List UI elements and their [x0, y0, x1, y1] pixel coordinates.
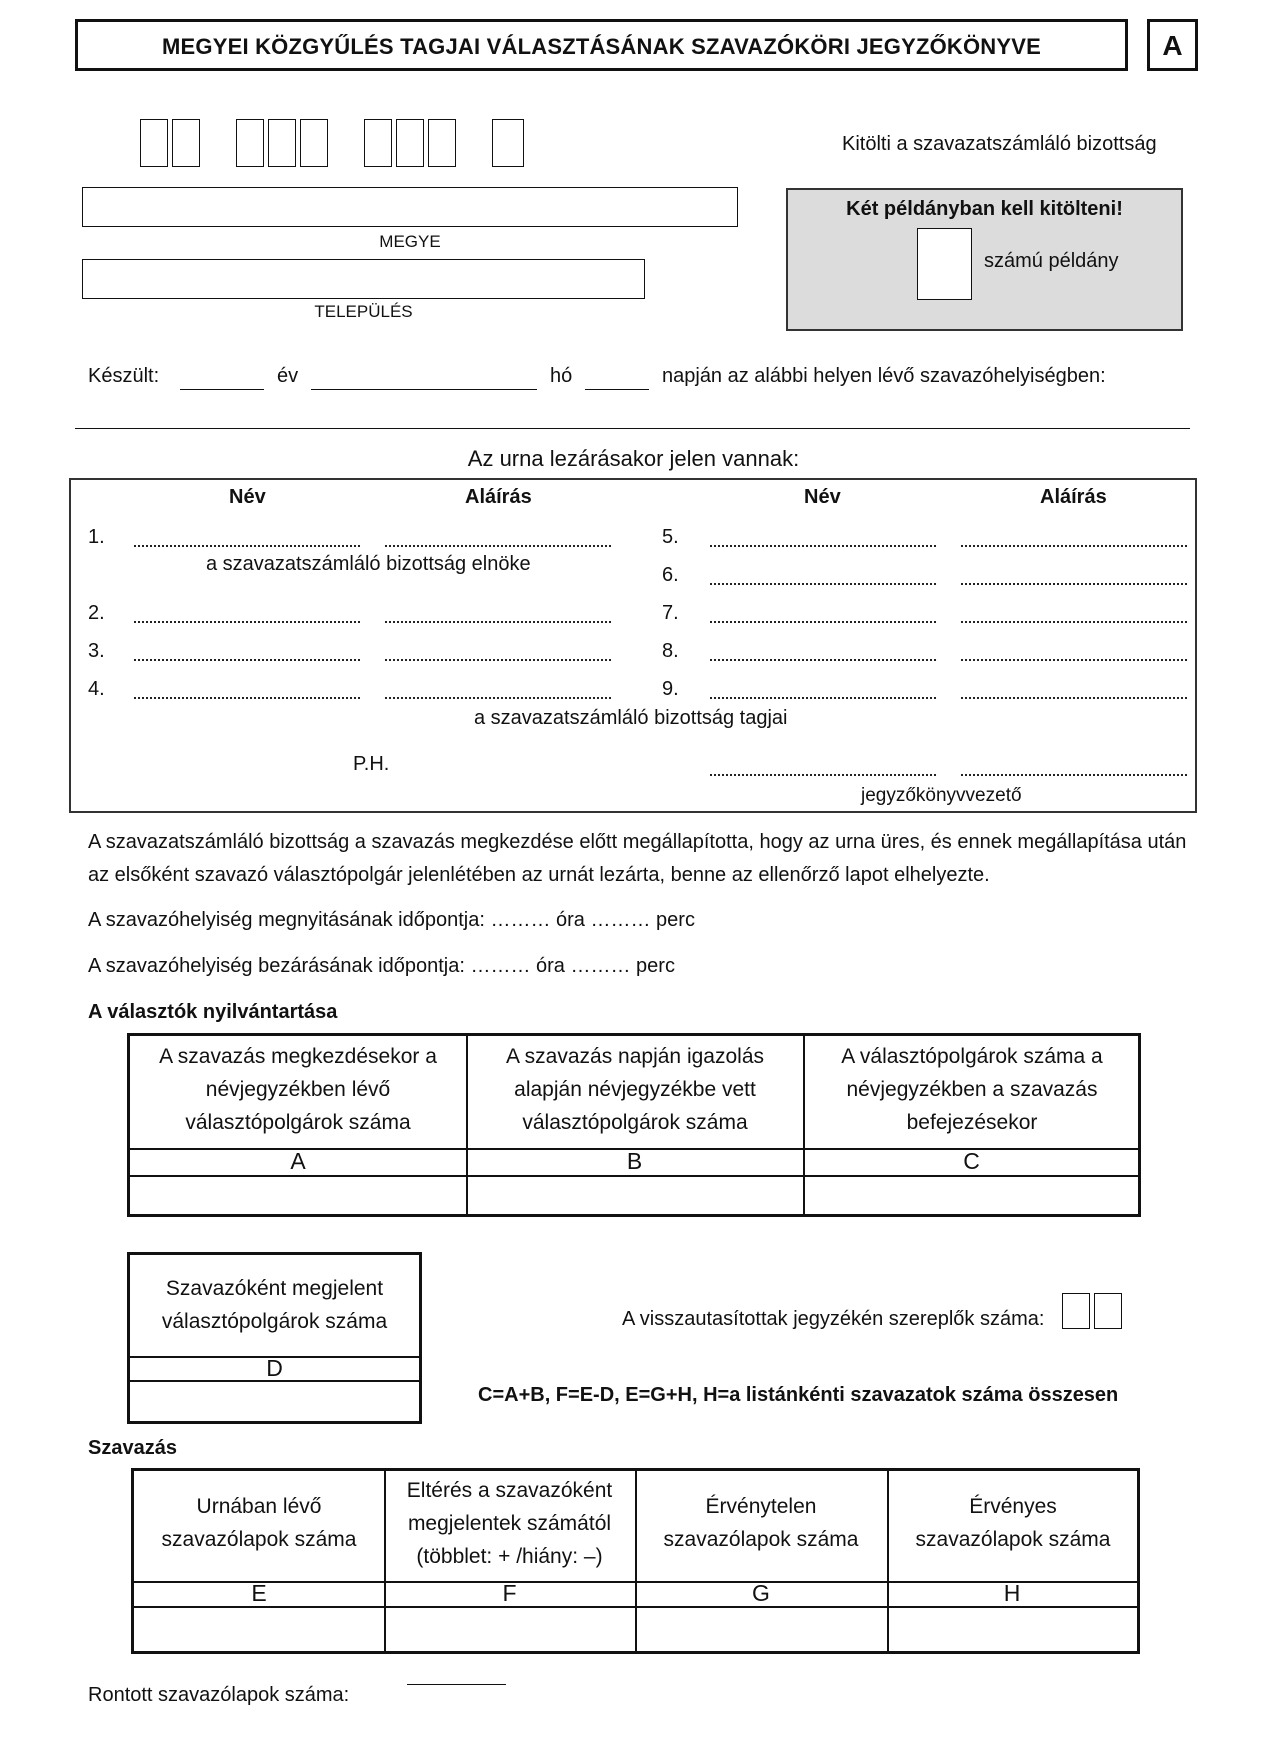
copies-label: számú példány: [984, 250, 1119, 272]
value-field-f[interactable]: [389, 1611, 631, 1647]
day-field[interactable]: [585, 389, 649, 390]
title-box: [75, 19, 1128, 71]
spoiled-count-field[interactable]: [407, 1684, 506, 1685]
rejected-count-cell[interactable]: [1094, 1293, 1122, 1329]
recorder-name-field[interactable]: [710, 766, 936, 776]
id-cell[interactable]: [492, 119, 524, 167]
letter-divider: [130, 1175, 1138, 1177]
col-header-e: Urnában lévő szavazólapok száma: [161, 1495, 357, 1551]
signature-field[interactable]: [961, 689, 1187, 699]
name-field[interactable]: [710, 651, 936, 661]
napjan-label: napján az alábbi helyen lévő szavazóhelyiségben:: [662, 365, 1106, 387]
value-field-b[interactable]: [470, 1180, 799, 1212]
row-number: 5.: [662, 526, 679, 548]
col-nev-right: Név: [804, 486, 841, 508]
present-box: [69, 478, 1197, 813]
present-heading: Az urna lezárásakor jelen vannak:: [467, 446, 800, 471]
formula: C=A+B, F=E-D, E=G+H, H=a listánkénti szavazatok száma összesen: [478, 1384, 1119, 1406]
opening-time: A szavazóhelyiség megnyitásának időpontja: ……… óra ……… perc: [88, 909, 695, 931]
chair-label: a szavazatszámláló bizottság elnöke: [206, 553, 531, 575]
appeared-header: Szavazóként megjelent választópolgárok száma: [161, 1277, 388, 1333]
closing-time: A szavazóhelyiség bezárásának időpontja: ……… óra ……… perc: [88, 955, 675, 977]
voting-section-title: Szavazás: [88, 1437, 177, 1459]
column-divider: [803, 1036, 805, 1214]
id-cell[interactable]: [428, 119, 456, 167]
column-divider: [887, 1471, 889, 1651]
row-number: 6.: [662, 564, 679, 586]
recorder-label: jegyzőkönyvvezető: [861, 785, 1022, 806]
spoiled-label: Rontott szavazólapok száma:: [88, 1684, 350, 1706]
copies-title: Két példányban kell kitölteni!: [846, 198, 1123, 220]
rejected-label: A visszautasítottak jegyzékén szereplők száma:: [622, 1308, 1045, 1330]
name-field[interactable]: [134, 689, 360, 699]
row-number: 7.: [662, 602, 679, 624]
value-field-a[interactable]: [134, 1180, 462, 1212]
col-header-g: Érvénytelen szavazólapok száma: [663, 1495, 859, 1551]
copy-number-field[interactable]: [917, 228, 972, 300]
form-letter-box: [1147, 19, 1198, 71]
col-letter-b: B: [626, 1148, 643, 1174]
row-number: 9.: [662, 678, 679, 700]
signature-field[interactable]: [385, 689, 611, 699]
telepules-field[interactable]: [82, 259, 645, 299]
month-field[interactable]: [311, 389, 537, 390]
id-cell[interactable]: [396, 119, 424, 167]
name-field[interactable]: [710, 537, 936, 547]
members-label: a szavazatszámláló bizottság tagjai: [474, 707, 788, 729]
col-header-a: A szavazás megkezdésekor a névjegyzékben lévő választópolgárok száma: [159, 1045, 437, 1134]
col-header-f: Eltérés a szavazóként megjelentek számától (többlet: + /hiány: –): [406, 1479, 613, 1568]
row-number: 8.: [662, 640, 679, 662]
col-letter-d: D: [266, 1355, 283, 1381]
page-title: MEGYEI KÖZGYŰLÉS TAGJAI VÁLASZTÁSÁNAK SZAVAZÓKÖRI JEGYZŐKÖNYVE: [161, 34, 1042, 59]
col-letter-e: E: [251, 1580, 267, 1606]
col-letter-a: A: [290, 1148, 306, 1174]
name-field[interactable]: [134, 651, 360, 661]
col-header-b: A szavazás napján igazolás alapján névjegyzékbe vett választópolgárok száma: [506, 1045, 764, 1134]
id-cell[interactable]: [364, 119, 392, 167]
column-divider: [466, 1036, 468, 1214]
telepules-label: TELEPÜLÉS: [314, 302, 413, 321]
row-number: 4.: [88, 678, 105, 700]
name-field[interactable]: [710, 689, 936, 699]
signature-field[interactable]: [385, 613, 611, 623]
col-nev-left: Név: [229, 486, 266, 508]
id-cell[interactable]: [300, 119, 328, 167]
keszult-label: Készült:: [88, 365, 160, 387]
voters-section-title: A választók nyilvántartása: [88, 1001, 338, 1023]
value-field-h[interactable]: [892, 1611, 1133, 1647]
col-letter-h: H: [1003, 1580, 1021, 1606]
col-letter-g: G: [752, 1580, 770, 1606]
id-cell[interactable]: [140, 119, 168, 167]
value-field-e[interactable]: [138, 1611, 380, 1647]
col-letter-c: C: [963, 1148, 980, 1174]
signature-field[interactable]: [385, 651, 611, 661]
value-field-g[interactable]: [640, 1611, 883, 1647]
form-letter: A: [1162, 30, 1183, 61]
row-number: 1.: [88, 526, 105, 548]
ph-label: P.H.: [353, 753, 390, 775]
col-header-h: Érvényes szavazólapok száma: [915, 1495, 1111, 1551]
appeared-table: [127, 1252, 422, 1424]
signature-field[interactable]: [961, 537, 1187, 547]
col-alairas-left: Aláírás: [465, 486, 532, 508]
column-divider: [635, 1471, 637, 1651]
value-field-c[interactable]: [807, 1180, 1134, 1212]
rejected-count-cell[interactable]: [1062, 1293, 1090, 1329]
megye-label: MEGYE: [379, 232, 441, 251]
name-field[interactable]: [134, 537, 360, 547]
name-field[interactable]: [710, 575, 936, 585]
column-divider: [384, 1471, 386, 1651]
year-field[interactable]: [180, 389, 264, 390]
recorder-signature-field[interactable]: [961, 766, 1187, 776]
id-cell[interactable]: [172, 119, 200, 167]
signature-field[interactable]: [961, 575, 1187, 585]
ev-label: év: [277, 365, 299, 387]
col-header-c: A választópolgárok száma a névjegyzékben a szavazás befejezésekor: [841, 1045, 1103, 1134]
ho-label: hó: [550, 365, 573, 387]
row-number: 2.: [88, 602, 105, 624]
voting-table: [131, 1468, 1140, 1654]
megye-field[interactable]: [82, 187, 738, 227]
signature-field[interactable]: [961, 651, 1187, 661]
id-cell[interactable]: [236, 119, 264, 167]
id-cell[interactable]: [268, 119, 296, 167]
declaration-paragraph: A szavazatszámláló bizottság a szavazás megkezdése előtt megállapította, hogy az urna üres, és ennek megállapítása után az elsőként szavazó választópolgár jelenlétében az urnát lezárta, benne az ellenőrző lapot elhelyezte.: [88, 831, 1187, 886]
value-field-d[interactable]: [134, 1384, 415, 1420]
col-alairas-right: Aláírás: [1040, 486, 1107, 508]
name-field[interactable]: [134, 613, 360, 623]
copies-box: [786, 188, 1183, 331]
signature-field[interactable]: [385, 537, 611, 547]
name-field[interactable]: [710, 613, 936, 623]
signature-field[interactable]: [961, 613, 1187, 623]
filled-by-note: Kitölti a szavazatszámláló bizottság: [842, 133, 1157, 155]
row-number: 3.: [88, 640, 105, 662]
voters-table: [127, 1033, 1141, 1217]
col-letter-f: F: [502, 1580, 517, 1606]
location-field[interactable]: [75, 428, 1190, 429]
